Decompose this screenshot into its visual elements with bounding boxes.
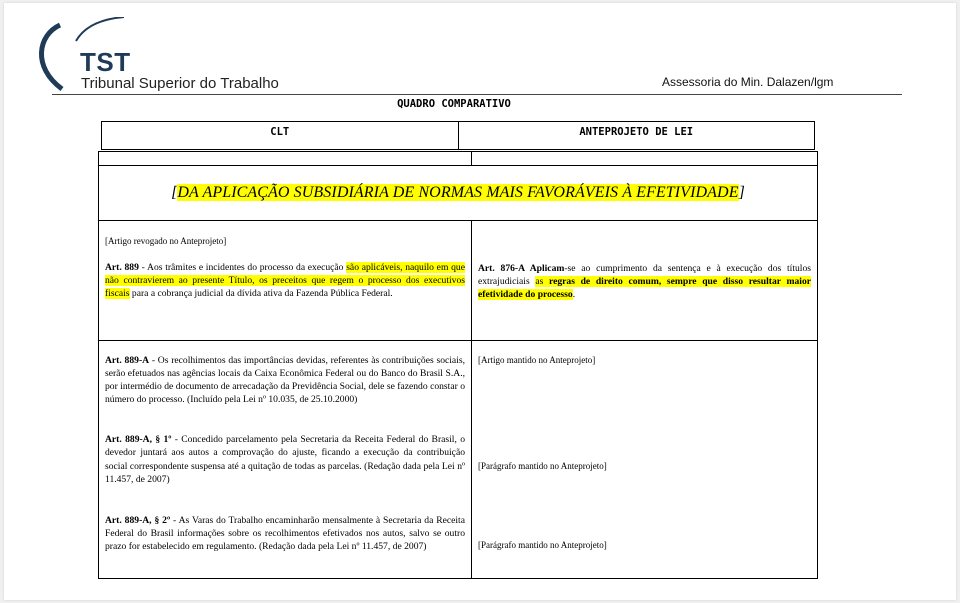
- article-text: Art. 889 - Aos trâmites e incidentes do processo da execução são aplicáveis, naquilo em que não contravierem ao presente Título, os preceitos que regem o processo dos executivos fiscais para a cobrança judicial da dívida ativa da Fazenda Pública Federal.: [105, 262, 465, 300]
- comparison-table: [98, 151, 818, 579]
- article-text: Art. 889-A, § 1º - Concedido parcelamento pela Secretaria da Receita Federal do Brasil, o devedor juntará aos autos a comprovação do ajuste, ficando a execução da contribuição social correspondente suspensa até a quitação de todas as parcelas. (Redação dada pela Lei nº 11.457, de 2007): [105, 434, 465, 485]
- anteprojeto-cell: [471, 341, 817, 578]
- column-headers: [101, 121, 815, 150]
- table-row: [99, 340, 817, 578]
- cell-note: [Parágrafo mantido no Anteprojeto]: [478, 461, 607, 472]
- article-text: Art. 889-A, § 2º - As Varas do Trabalho encaminharão mensalmente à Secretaria da Receita Federal do Brasil informações sobre os recolhimentos efetivados nos autos, salvo se outro prazo for estabelecido em regulamento. (Redação dada pela Lei nº 11.457, de 2007): [105, 514, 465, 552]
- document-page: [4, 3, 956, 600]
- clt-cell: [99, 221, 471, 340]
- logo-abbrev: TST: [80, 47, 131, 77]
- header-divider: [52, 94, 902, 95]
- document-title: QUADRO COMPARATIVO: [397, 98, 511, 110]
- article-text: Art. 876-A Aplicam-se ao cumprimento da sentença e à execução dos títulos extrajudiciais as regras de direito comum, sempre que disso resultar maior efetividade do processo.: [478, 263, 812, 301]
- anteprojeto-cell: [471, 221, 817, 340]
- section-row: [99, 165, 817, 220]
- column-header-anteprojeto: ANTEPROJETO DE LEI: [458, 122, 815, 149]
- table-row: [99, 152, 817, 165]
- cell-note: [Artigo revogado no Anteprojeto]: [105, 236, 227, 246]
- article-text: Art. 889-A - Os recolhimentos das importâncias devidas, referentes às contribuições sociais, serão efetuados nas agências locais da Caixa Econômica Federal ou do Banco do Brasil S.A., por intermédio de documento de arrecadação da Previdência Social, dele se fazendo constar o número do processo. (Incluído pela Lei nº 10.035, de 25.10.2000): [105, 355, 465, 406]
- cell-note: [Parágrafo mantido no Anteprojeto]: [478, 540, 607, 551]
- table-row: [99, 220, 817, 340]
- header-right-text: Assessoria do Min. Dalazen/lgm: [662, 75, 834, 89]
- logo-name: Tribunal Superior do Trabalho: [81, 75, 279, 92]
- section-title: [DA APLICAÇÃO SUBSIDIÁRIA DE NORMAS MAIS FAVORÁVEIS À EFETIVIDADE]: [171, 184, 745, 201]
- clt-cell: [99, 341, 471, 578]
- cell-note: [Artigo mantido no Anteprojeto]: [478, 355, 596, 365]
- column-header-clt: CLT: [270, 126, 290, 138]
